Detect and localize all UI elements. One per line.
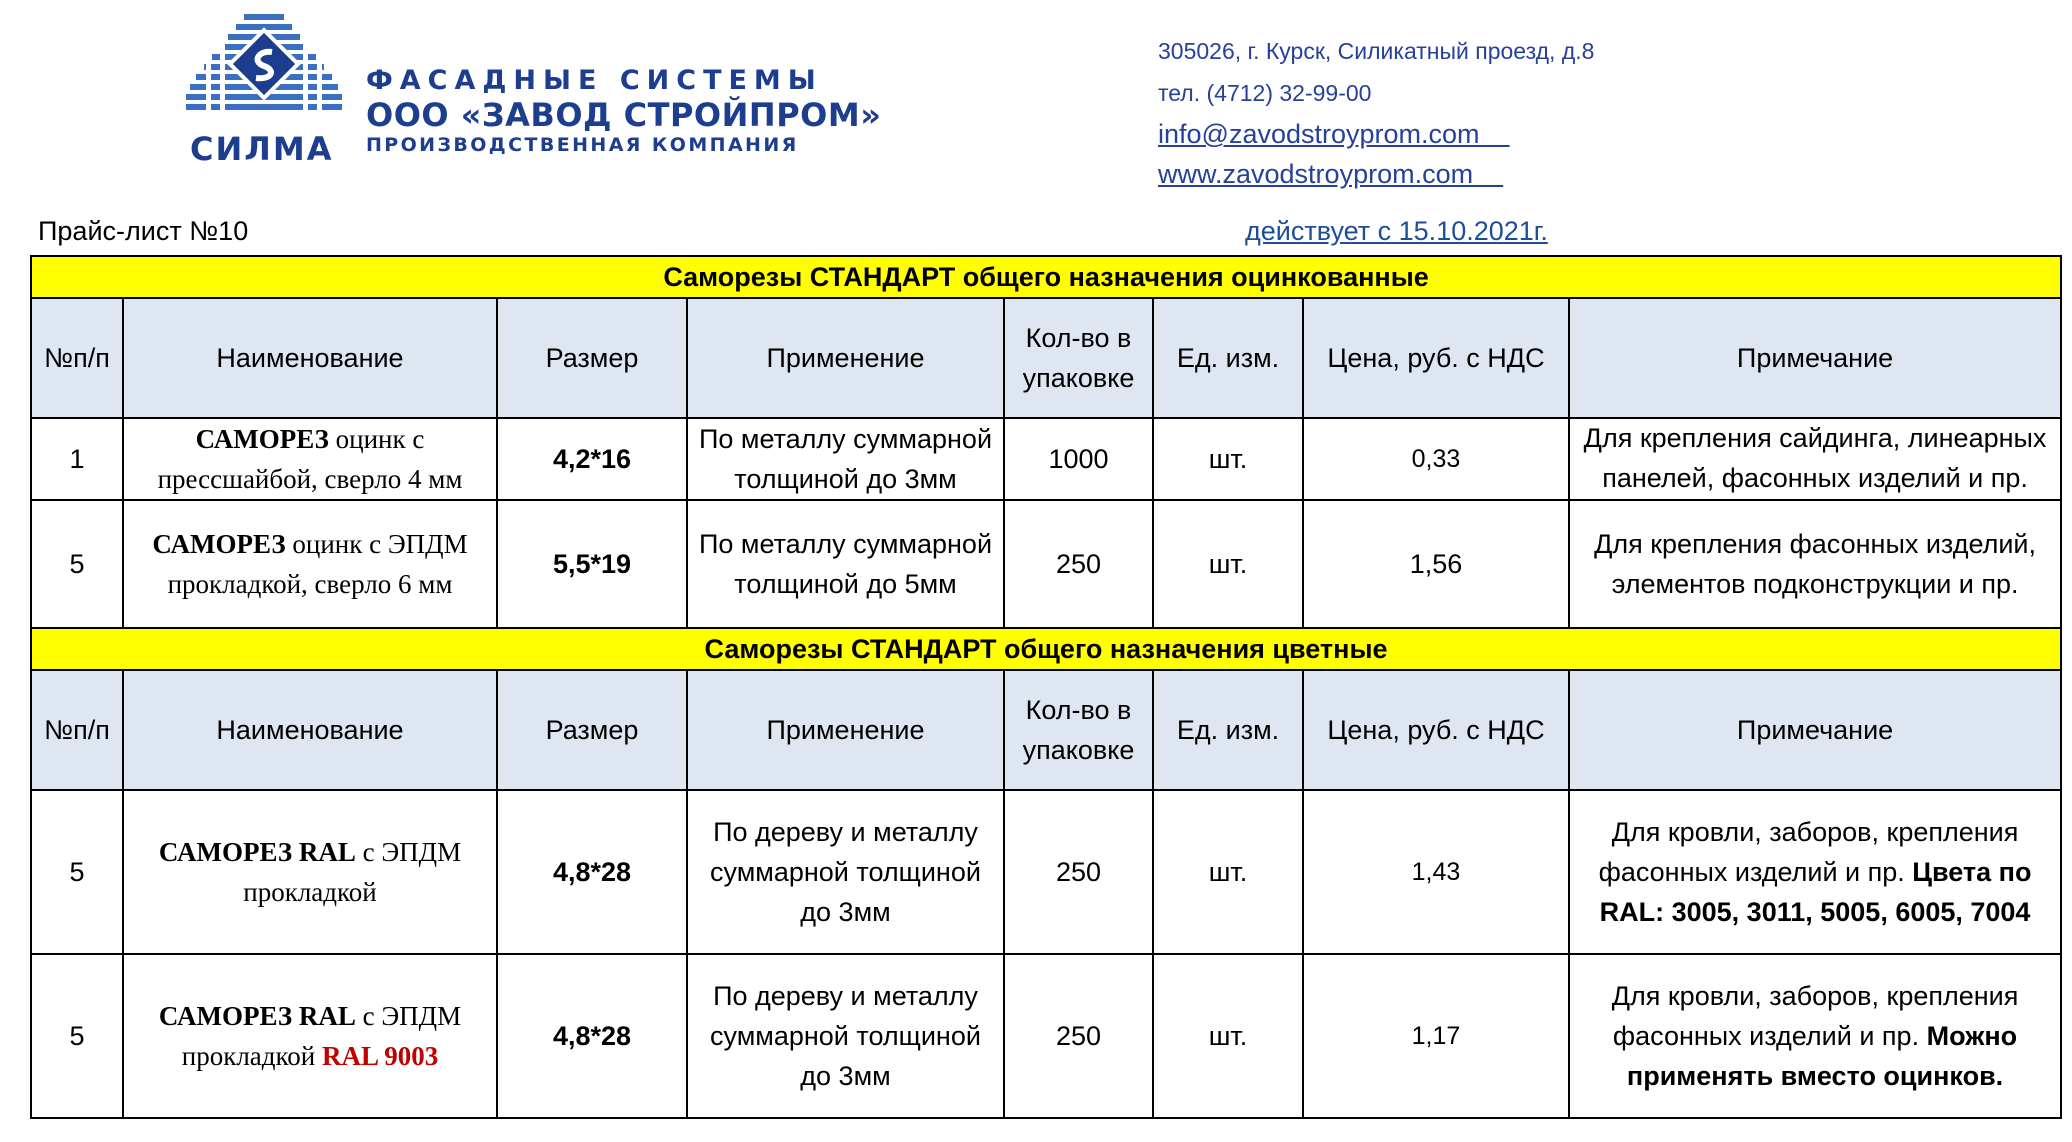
row-size: 4,8*28	[497, 790, 687, 954]
row-name	[123, 418, 497, 500]
name-rest: с ЭПДМ прокладкой	[181, 1001, 462, 1071]
row-name	[123, 500, 497, 628]
table-row	[31, 418, 2061, 500]
col-size: Размер	[497, 670, 687, 790]
row-name	[123, 954, 497, 1118]
row-application: По дереву и металлу суммарной толщиной до 3мм	[687, 790, 1004, 954]
note-bold: Цвета по RAL: 3005, 3011, 5005, 6005, 7004	[1599, 857, 2032, 927]
name-bold: САМОРЕЗ	[152, 529, 286, 559]
row-price: 0,33	[1303, 418, 1569, 500]
section-header	[31, 628, 2061, 670]
name-rest: оцинк с ЭПДМ прокладкой, сверло 6 мм	[167, 529, 468, 599]
name-bold: САМОРЕЗ RAL	[158, 1001, 356, 1031]
column-header-row	[31, 670, 2061, 790]
row-name	[123, 790, 497, 954]
column-header-row	[31, 298, 2061, 418]
row-num: 5	[31, 954, 123, 1118]
row-unit: шт.	[1153, 790, 1303, 954]
col-application: Применение	[687, 298, 1004, 418]
row-note: Для крепления фасонных изделий, элементов подконструкции и пр.	[1569, 500, 2061, 628]
name-bold: САМОРЕЗ RAL	[158, 837, 356, 867]
row-unit: шт.	[1153, 954, 1303, 1118]
contacts-block	[1158, 30, 1594, 194]
valid-from-link[interactable]: действует с 15.10.2021г.	[1245, 216, 1548, 246]
col-num: №п/п	[31, 670, 123, 790]
row-size: 5,5*19	[497, 500, 687, 628]
row-num: 5	[31, 790, 123, 954]
col-size: Размер	[497, 298, 687, 418]
col-unit: Ед. изм.	[1153, 670, 1303, 790]
row-unit: шт.	[1153, 500, 1303, 628]
company-title-block	[366, 66, 881, 156]
website-link[interactable]: www.zavodstroyprom.com	[1158, 159, 1474, 189]
table-row	[31, 790, 2061, 954]
name-bold: САМОРЕЗ	[195, 424, 329, 454]
row-note	[1569, 418, 2061, 500]
building-logo-icon	[186, 14, 361, 134]
row-num: 1	[31, 418, 123, 500]
company-name: ООО «ЗАВОД СТРОЙПРОМ»	[366, 96, 882, 134]
row-qty: 250	[1004, 954, 1153, 1118]
table-row	[31, 500, 2061, 628]
row-application: По металлу суммарной толщиной до 3мм	[687, 418, 1004, 500]
company-subtitle: ПРОИЗВОДСТВЕННАЯ КОМПАНИЯ	[366, 134, 799, 156]
brand-name: СИЛМА	[190, 130, 334, 168]
row-qty: 250	[1004, 500, 1153, 628]
row-size: 4,8*28	[497, 954, 687, 1118]
row-unit: шт.	[1153, 418, 1303, 500]
row-num: 5	[31, 500, 123, 628]
company-tagline: ФАСАДНЫЕ СИСТЕМЫ	[366, 65, 823, 96]
col-note: Примечание	[1569, 670, 2061, 790]
note-text: Для кровли, заборов, крепления фасонных изделий и пр.	[1611, 981, 2019, 1051]
col-note: Примечание	[1569, 298, 2061, 418]
company-logo	[186, 14, 882, 168]
row-application: По металлу суммарной толщиной до 5мм	[687, 500, 1004, 628]
col-name: Наименование	[123, 298, 497, 418]
col-name: Наименование	[123, 670, 497, 790]
col-price: Цена, руб. с НДС	[1303, 670, 1569, 790]
price-list-title: Прайс-лист №10	[38, 216, 249, 246]
name-red: RAL 9003	[321, 1041, 439, 1071]
section-header	[31, 256, 2061, 298]
price-table	[30, 255, 2062, 1119]
table-row	[31, 954, 2061, 1118]
section-title: Саморезы СТАНДАРТ общего назначения цветные	[31, 628, 2061, 670]
col-unit: Ед. изм.	[1153, 298, 1303, 418]
row-note	[1569, 954, 2061, 1118]
note-bold: Можно применять вместо оцинков.	[1626, 1021, 2018, 1091]
row-price: 1,56	[1303, 500, 1569, 628]
col-qty: Кол-во в упаковке	[1004, 670, 1153, 790]
col-num: №п/п	[31, 298, 123, 418]
col-price: Цена, руб. с НДС	[1303, 298, 1569, 418]
note-text: Для крепления сайдинга, линеарных панелей, фасонных изделий и пр.	[1583, 423, 2047, 493]
row-application: По дереву и металлу суммарной толщиной до 3мм	[687, 954, 1004, 1118]
name-rest: оцинк с прессшайбой, сверло 4 мм	[157, 424, 463, 494]
row-note	[1569, 790, 2061, 954]
note-text: Для кровли, заборов, крепления фасонных изделий и пр.	[1598, 817, 2019, 887]
row-size: 4,2*16	[497, 418, 687, 500]
name-rest: с ЭПДМ прокладкой	[243, 837, 462, 907]
row-qty: 1000	[1004, 418, 1153, 500]
row-price: 1,17	[1303, 954, 1569, 1118]
section-title: Саморезы СТАНДАРТ общего назначения оцинкованные	[31, 256, 2061, 298]
col-application: Применение	[687, 670, 1004, 790]
phone: тел. (4712) 32-99-00	[1158, 80, 1372, 106]
row-price: 1,43	[1303, 790, 1569, 954]
row-qty: 250	[1004, 790, 1153, 954]
email-link[interactable]: info@zavodstroyprom.com	[1158, 119, 1480, 149]
col-qty: Кол-во в упаковке	[1004, 298, 1153, 418]
address: 305026, г. Курск, Силикатный проезд, д.8	[1158, 38, 1595, 64]
